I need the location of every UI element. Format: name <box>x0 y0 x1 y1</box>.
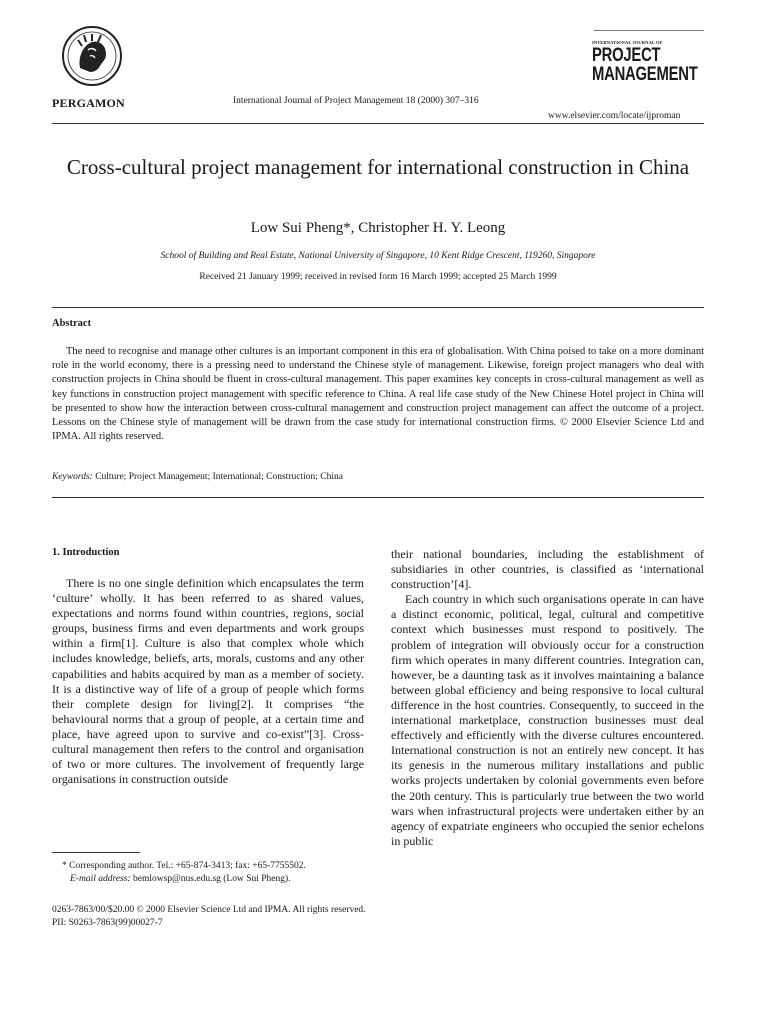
right-column <box>391 547 704 849</box>
email-note <box>52 873 372 886</box>
publisher-name: PERGAMON <box>52 96 125 110</box>
intro-paragraph-continued: their national boundaries, including the establishment of subsidiaries in other countries, is classified as ‘international construction’[4]. <box>391 547 704 592</box>
pii-line: PII: S0263-7863(99)00027-7 <box>52 918 163 928</box>
received-dates: Received 21 January 1999; received in revised form 16 March 1999; accepted 25 March 1999 <box>199 272 557 282</box>
abstract-top-divider <box>52 307 704 308</box>
left-column <box>52 547 364 787</box>
journal-logo-line-1: PROJECT <box>592 45 661 66</box>
article-authors: Low Sui Pheng*, Christopher H. Y. Leong <box>250 220 506 236</box>
journal-logo <box>592 40 704 84</box>
pergamon-seal-icon <box>60 24 124 88</box>
email-address-link[interactable]: bemlowsp@nus.edu.sg (Low Sui Pheng). <box>132 874 291 884</box>
abstract-heading: Abstract <box>52 318 92 329</box>
keywords-list: Culture; Project Management; International; Construction; China <box>95 472 343 482</box>
keywords-line <box>52 472 343 482</box>
abstract-text: The need to recognise and manage other cultures is an important component in this era of globalisation. With China poised to take on a more dominant role in the world economy, there is a pressing need to understand the Chinese style of management. Likewise, foreign project managers who deal with construction projects in China should be fluent in cross-cultural management. This paper examines key concepts in cross-cultural management as well as key functions in construction project management with specific reference to China. A real life case study of the New Chinese Hotel project in China will be presented to show how the interaction between cross-cultural management and construction project management can affect the outcome of a project. Lessons on the Chinese style of management will be drawn from the case study for international construction firms. © 2000 Elsevier Science Ltd and IPMA. All rights reserved. <box>52 346 704 443</box>
journal-url-link[interactable]: www.elsevier.com/locate/ijproman <box>548 111 681 121</box>
header-divider <box>52 123 704 124</box>
journal-logo-line-2: MANAGEMENT <box>592 64 698 85</box>
section-heading-introduction: 1. Introduction <box>52 547 120 558</box>
keywords-label: Keywords: <box>52 472 93 482</box>
footnote-divider <box>52 852 140 853</box>
article-title: Cross-cultural project management for international construction in China <box>66 155 690 179</box>
intro-paragraph-2: Each country in which such organisations operate in can have a distinct economic, political, legal, cultural and competitive context which businesses must respond to positively. The problem of integration will obviously occur for a construction firm which operates in many different countries. Integration can, however, be a daunting task as it involves maintaining a balance between global efficiency and being responsive to local cultural difference in the host countries. Consequently, to succeed in the international marketplace, construction businesses must deal effectively and efficiently with the diverse cultures encountered. International construction is not an entirely new concept. It has its genesis in the numerous military installations and public works projects undertaken by colonial governments even before the 20th century. This is particularly true between the two world wars when infrastructural projects were undertaken either by an agency of expatriate engineers who occupied the senior echelons in public <box>391 592 704 848</box>
intro-paragraph-1: There is no one single definition which encapsulates the term ‘culture’ wholly. It has been referred to as shared values, expectations and norms found within countries, regions, social groups, business firms and even departments and work groups within a firm[1]. Culture is also that complex whole which includes knowledge, beliefs, arts, morals, customs and any other capabilities and habits acquired by man as a member of society. It is a distinctive way of life of a group of people which forms their complete design for living[2]. It comprises “the behavioural norms that a group of people, at a certain time and place, have agreed upon to survive and co-exist”[3]. Cross-cultural management then refers to the control and organisation of two or more cultures. The involvement of frequently large organisations in construction outside <box>52 576 364 787</box>
footnote <box>52 860 372 886</box>
journal-citation: International Journal of Project Management 18 (2000) 307–316 <box>233 96 479 106</box>
email-label: E-mail address: <box>70 874 131 884</box>
journal-logo-small-text: INTERNATIONAL JOURNAL OF <box>592 40 663 45</box>
copyright-block <box>52 904 366 930</box>
corresponding-author-note: * Corresponding author. Tel.: +65-874-3413; fax: +65-7755502. <box>62 861 306 871</box>
author-affiliation: School of Building and Real Estate, National University of Singapore, 10 Kent Ridge Crescent, 119260, Singapore <box>160 251 596 261</box>
abstract-bottom-divider <box>52 497 704 498</box>
copyright-line: 0263-7863/00/$20.00 © 2000 Elsevier Science Ltd and IPMA. All rights reserved. <box>52 905 366 915</box>
journal-logo-rule <box>594 30 704 31</box>
